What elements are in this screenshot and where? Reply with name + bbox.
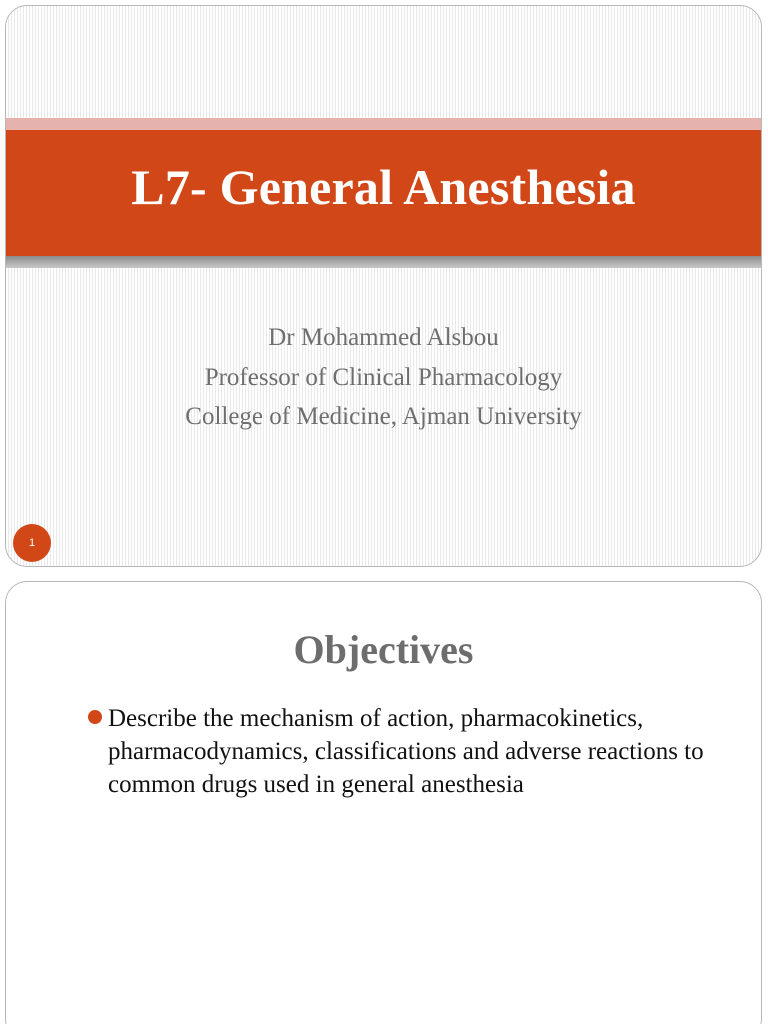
slide-number-badge: 1 (13, 524, 51, 562)
title-band (6, 130, 761, 256)
objective-text: Describe the mechanism of action, pharmacokinetics, pharmacodynamics, classifications and adverse reactions to common drugs used in general anesthesia (108, 705, 704, 798)
bullet-dot-icon (88, 710, 102, 724)
title-slide (5, 5, 762, 567)
author-name: Dr Mohammed Alsbou (268, 324, 499, 351)
slide-title: L7- General Anesthesia (131, 159, 636, 215)
title-band-top-accent (6, 118, 761, 130)
objectives-slide (5, 581, 762, 1024)
subtitle-block (6, 318, 761, 437)
title-band-shadow (6, 256, 761, 268)
objectives-list (84, 702, 724, 801)
author-position: Professor of Clinical Pharmacology (204, 363, 563, 391)
objectives-heading: Objectives (293, 627, 474, 672)
author-affiliation: College of Medicine, Ajman University (185, 403, 582, 430)
list-item (84, 702, 724, 801)
